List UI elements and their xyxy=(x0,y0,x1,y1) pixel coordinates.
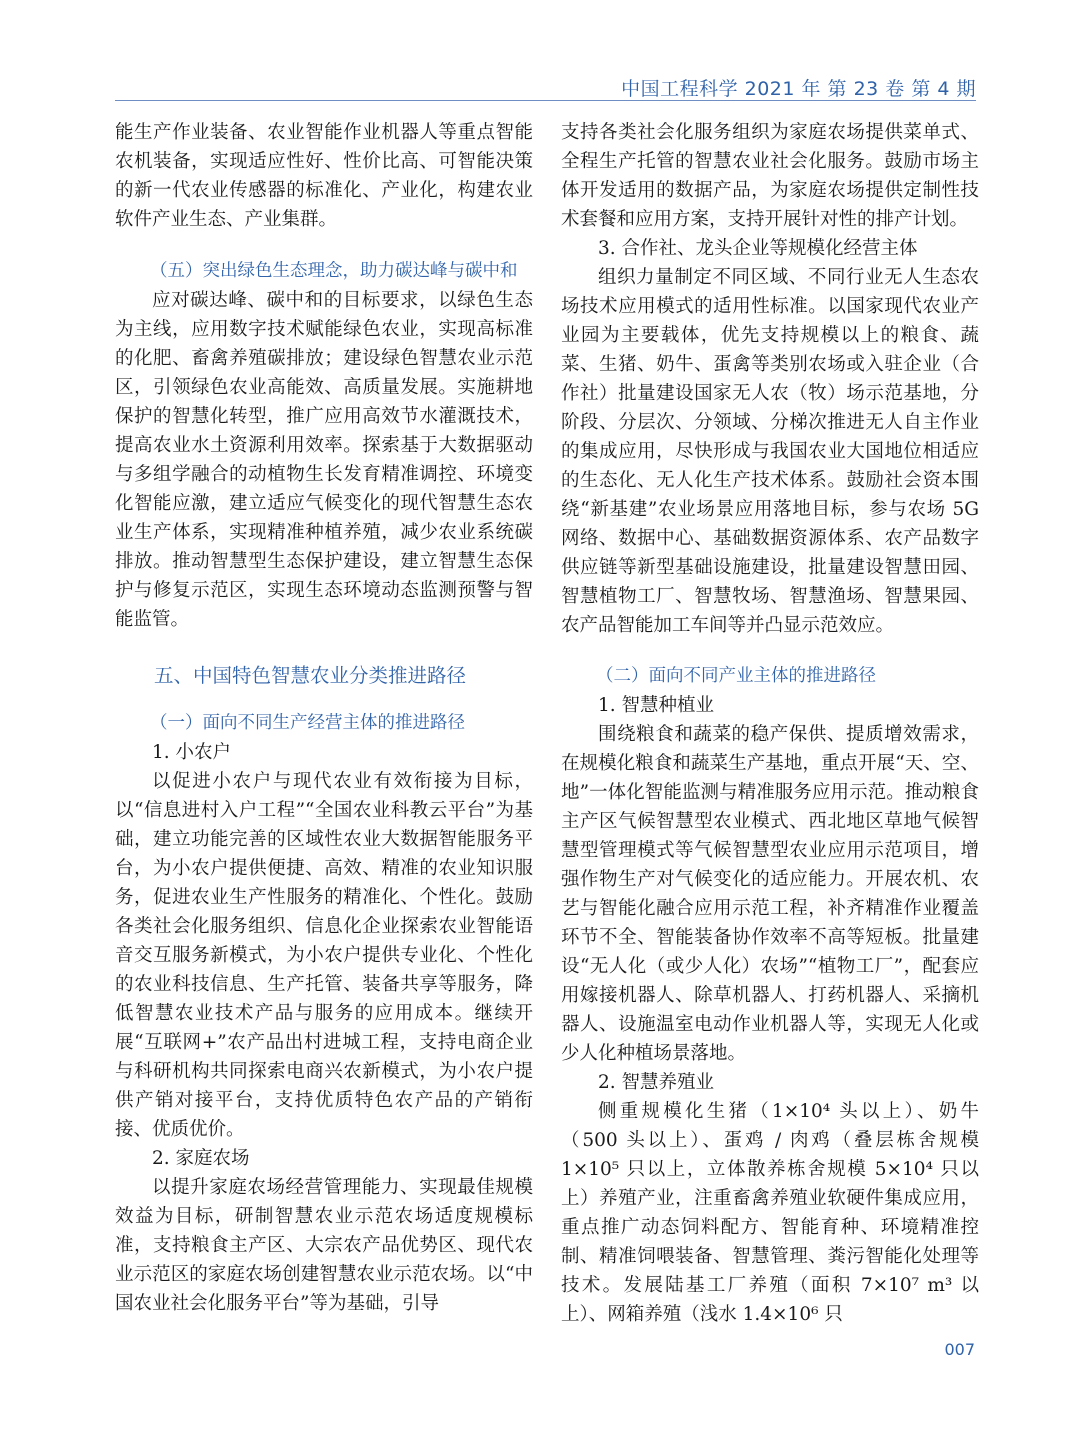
subsection-heading: （一）面向不同生产经营主体的推进路径 xyxy=(150,713,465,733)
body-paragraph: 以促进小农户与现代农业有效衔接为目标，以“信息进村入户工程”“全国农业科教云平台”为基础，建立功能完善的区域性农业大数据智能服务平台，为小农户提供便捷、高效、精准的农业知识服务，促进农业生产性服务的精准化、个性化。鼓励各类社会化服务组织、信息化企业探索农业智能语音交互服务新模式，为小农户提供专业化、个性化的农业科技信息、生产托管、装备共享等服务，降低智慧农业技术产品与服务的应用成本。继续开展“互联网+”农产品出村进城工程，支持电商企业与科研机构共同探索电商兴农新模式，为小农户提供产销对接平台，支持优质特色农产品的产销衔接、优质优价。 xyxy=(115,771,533,1140)
right-column xyxy=(561,118,979,1329)
body-paragraph: 以提升家庭农场经营管理能力、实现最佳规模效益为目标，研制智慧农业示范农场适度规模标准，支持粮食主产区、大宗农产品优势区、现代农业示范区的家庭农场创建智慧农业示范农场。以“中国农业社会化服务平台”等为基础，引导 xyxy=(115,1177,533,1314)
left-column xyxy=(115,118,533,1318)
section-heading: 五、中国特色智慧农业分类推进路径 xyxy=(154,664,467,687)
spacer xyxy=(115,634,533,661)
item-heading: 3. 合作社、龙头企业等规模化经营主体 xyxy=(598,238,918,259)
item-heading: 2. 家庭农场 xyxy=(152,1148,250,1169)
continued-paragraph: 支持各类社会化服务组织为家庭农场提供菜单式、全程生产托管的智慧农业社会化服务。鼓励市场主体开发适用的数据产品，为家庭农场提供定制性技术套餐和应用方案，支持开展针对性的排产计划。 xyxy=(561,122,979,230)
body-paragraph: 组织力量制定不同区域、不同行业无人生态农场技术应用模式的适用性标准。以国家现代农业产业园为主要载体，优先支持规模以上的粮食、蔬菜、生猪、奶牛、蛋禽等类别农场或入驻企业（合作社）批量建设国家无人农（牧）场示范基地，分阶段、分层次、分领域、分梯次推进无人自主作业的集成应用，尽快形成与我国农业大国地位相适应的生态化、无人化生产技术体系。鼓励社会资本围绕“新基建”农业场景应用落地目标，参与农场 5G 网络、数据中心、基础数据资源体系、农产品数字供应链等新型基础设施建设，批量建设智慧田园、智慧植物工厂、智慧牧场、智慧渔场、智慧果园、农产品智能加工车间等并凸显示范效应。 xyxy=(561,267,979,636)
subsection-heading: （二）面向不同产业主体的推进路径 xyxy=(596,666,876,686)
body-paragraph: 侧重规模化生猪（1×10⁴ 头以上）、奶牛（500 头以上）、蛋鸡 / 肉鸡（叠层栋舍规模 1×10⁵ 只以上，立体散养栋舍规模 5×10⁴ 只以上）养殖产业，注重畜禽养殖业软硬件集成应用，重点推广动态饲料配方、智能育种、环境精准控制、精准饲喂装备、智慧管理、粪污智能化处理等技术。发展陆基工厂养殖（面积 7×10⁷ m³ 以上）、网箱养殖（浅水 1.4×10⁶ 只 xyxy=(561,1101,979,1325)
body-paragraph: 围绕粮食和蔬菜的稳产保供、提质增效需求，在规模化粮食和蔬菜生产基地，重点开展“天、空、地”一体化智能监测与精准服务应用示范。推动粮食主产区气候智慧型农业模式、西北地区草地气候智慧型管理模式等气候智慧型农业应用示范项目，增强作物生产对气候变化的适应能力。开展农机、农艺与智能化融合应用示范工程，补齐精准作业覆盖环节不全、智能装备协作效率不高等短板。批量建设“无人化（或少人化）农场”“植物工厂”，配套应用嫁接机器人、除草机器人、打药机器人、采摘机器人、设施温室电动作业机器人等，实现无人化或少人化种植场景落地。 xyxy=(561,724,979,1064)
spacer xyxy=(115,234,533,257)
subsection-heading: （五）突出绿色生态理念，助力碳达峰与碳中和 xyxy=(150,261,518,281)
spacer xyxy=(115,691,533,709)
journal-header: 中国工程科学 2021 年 第 23 卷 第 4 期 xyxy=(621,78,976,100)
header-rule xyxy=(115,100,976,101)
item-heading: 2. 智慧养殖业 xyxy=(598,1072,715,1093)
body-paragraph: 应对碳达峰、碳中和的目标要求，以绿色生态为主线，应用数字技术赋能绿色农业，实现高标准的化肥、畜禽养殖碳排放；建设绿色智慧农业示范区，引领绿色农业高能效、高质量发展。实施耕地保护的智慧化转型，推广应用高效节水灌溉技术，提高农业水土资源利用效率。探索基于大数据驱动与多组学融合的动植物生长发育精准调控、环境变化智能应激，建立适应气候变化的现代智慧生态农业生产体系，实现精准种植养殖，减少农业系统碳排放。推动智慧型生态保护建设，建立智慧生态保护与修复示范区，实现生态环境动态监测预警与智能监管。 xyxy=(115,290,533,630)
continued-paragraph: 能生产作业装备、农业智能作业机器人等重点智能农机装备，实现适应性好、性价比高、可智能决策的新一代农业传感器的标准化、产业化，构建农业软件产业生态、产业集群。 xyxy=(115,122,533,230)
spacer xyxy=(561,640,979,662)
item-heading: 1. 小农户 xyxy=(152,742,232,763)
page-number: 007 xyxy=(944,1340,975,1359)
item-heading: 1. 智慧种植业 xyxy=(598,695,715,716)
